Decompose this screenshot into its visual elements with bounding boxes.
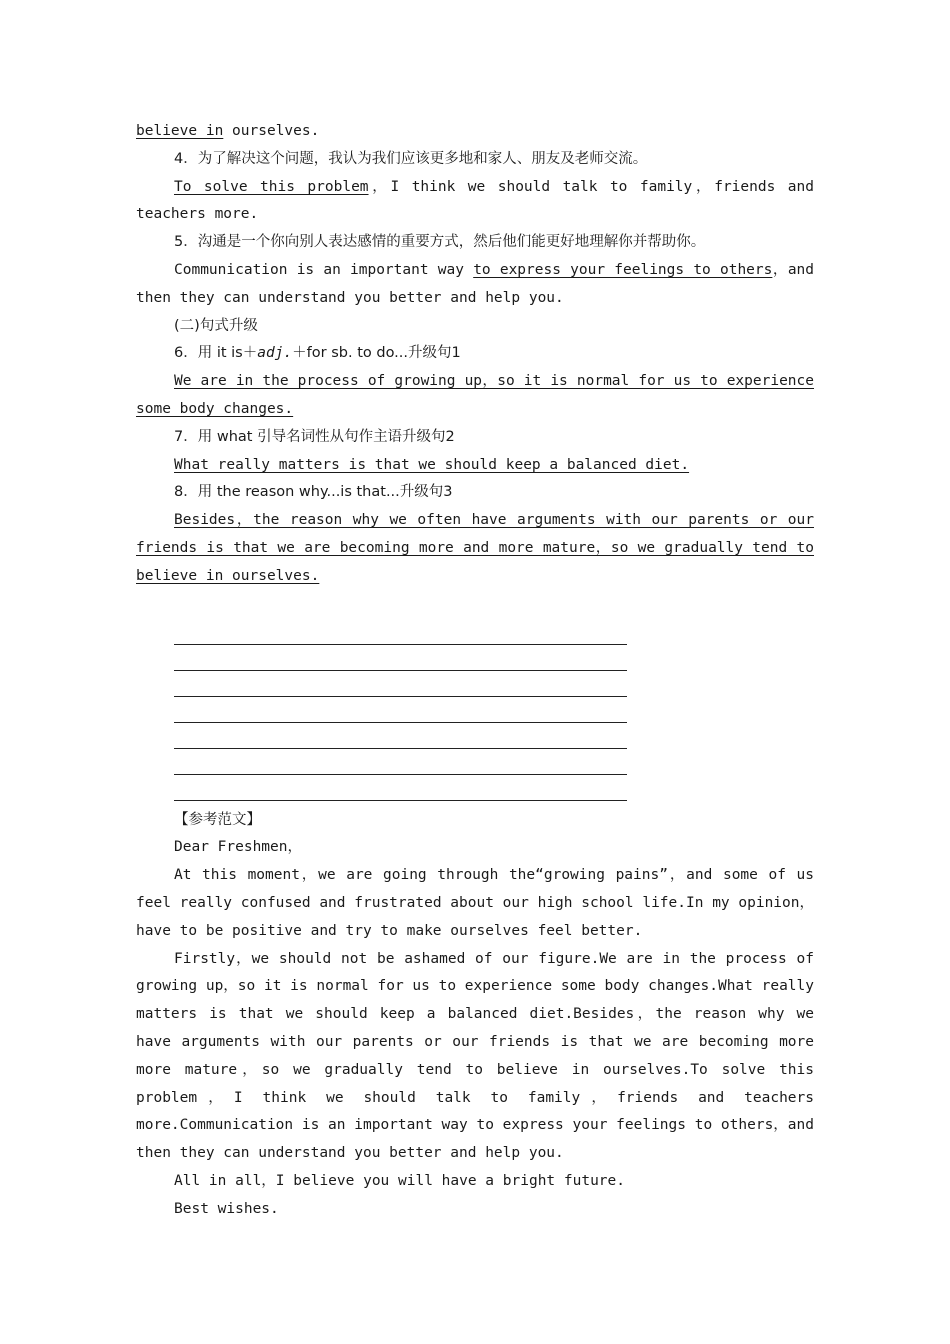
prompt-text: ＋for sb. to do...升级句1: [292, 345, 461, 362]
essay-p1-line: have to be positive and try to make ourselves feel better.: [136, 922, 643, 939]
answer-text: ourselves.: [223, 123, 320, 139]
answer-underline: We are in the process of growing up，so it is normal for us to experience: [174, 373, 814, 390]
section-heading: (二)句式升级: [174, 317, 258, 334]
writing-line: [174, 723, 627, 749]
prompt-text: 6．用 it is＋: [174, 345, 258, 362]
essay-p2-line: more.Communication is an important way to express your feelings to others，and: [136, 1117, 814, 1134]
essay-p2-line: then they can understand you better and help you.: [136, 1145, 564, 1162]
item-6-answer-line-2: [136, 396, 814, 424]
item-7-prompt: 7．用 what 引导名词性从句作主语升级句2: [174, 428, 455, 445]
essay-p1-line: feel really confused and frustrated about our high school life.In my opinion，: [136, 894, 814, 911]
item-8-answer-line-3: [136, 563, 814, 591]
item-4-answer-line-1: [136, 174, 814, 202]
essay-p3: All in all，I believe you will have a bright future.: [174, 1172, 625, 1189]
essay-p2-line: matters is that we should keep a balanced diet.Besides，the reason why we: [136, 1006, 814, 1023]
answer-underline: To solve this problem: [174, 178, 369, 195]
continuation-line: [136, 118, 814, 146]
item-8-prompt: 8．用 the reason why...is that...升级句3: [174, 484, 453, 501]
essay-p2-line: Firstly，we should not be ashamed of our figure.We are in the process of: [174, 950, 814, 967]
answer-underline: What really matters is that we should keep a balanced diet.: [174, 456, 690, 473]
item-7-answer-line-1: [136, 452, 814, 480]
essay-p2-line: more mature，so we gradually tend to believe in ourselves.To solve this: [136, 1061, 814, 1078]
essay-greeting: Dear Freshmen，: [174, 839, 302, 856]
item-8-answer-line-2: friends is that we are becoming more and more mature，so we gradually tend to: [136, 539, 814, 556]
writing-line: [174, 775, 627, 801]
document-page: [136, 118, 814, 1224]
answer-text: ，and: [772, 261, 814, 278]
writing-line: [174, 697, 627, 723]
writing-line: [174, 645, 627, 671]
essay-p2-line: growing up，so it is normal for us to experience some body changes.What really: [136, 978, 814, 995]
item-6-answer-line-1: [136, 368, 814, 396]
item-8-answer-line-1: Besides，the reason why we often have arguments with our parents or our: [174, 512, 814, 529]
essay-p2-line: have arguments with our parents or our friends is that we are becoming more: [136, 1033, 814, 1050]
writing-line: [174, 619, 627, 645]
answer-text: Communication is an important way: [174, 261, 474, 278]
item-5-answer-line-2: then they can understand you better and help you.: [136, 289, 564, 306]
writing-line: [174, 749, 627, 775]
answer-underline: to express your feelings to others: [473, 261, 773, 278]
answer-underline: believe in: [136, 123, 224, 139]
essay-heading: 【参考范文】: [174, 811, 261, 828]
item-6-prompt: [136, 340, 814, 368]
essay-p1-line: At this moment，we are going through the“growing pains”，and some of us: [174, 867, 814, 884]
answer-underline: believe in ourselves.: [136, 567, 320, 584]
essay-p2-line: problem，I think we should talk to family，friends and teachers: [136, 1089, 814, 1106]
item-5-answer-line-1: [136, 257, 814, 285]
writing-lines: [174, 619, 627, 801]
item-4-prompt: 4．为了解决这个问题，我认为我们应该更多地和家人、朋友及老师交流。: [174, 150, 648, 167]
item-4-answer-line-2: teachers more.: [136, 206, 259, 223]
writing-line: [174, 671, 627, 697]
answer-underline: some body changes.: [136, 400, 294, 417]
item-5-prompt: 5．沟通是一个你向别人表达感情的重要方式，然后他们能更好地理解你并帮助你。: [174, 234, 706, 251]
answer-text: ，I think we should talk to family，friends and: [368, 178, 814, 195]
essay-closing: Best wishes.: [174, 1200, 279, 1217]
prompt-adj: adj.: [257, 345, 293, 362]
